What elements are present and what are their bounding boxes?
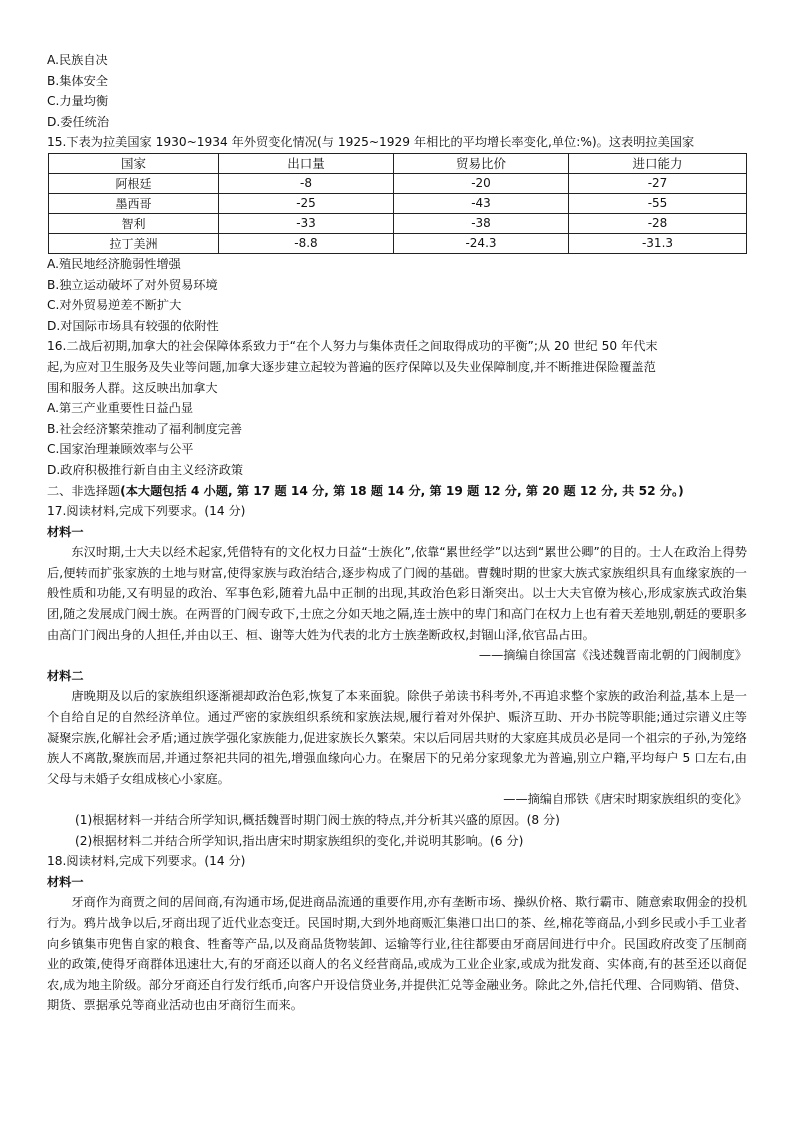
table-row <box>49 173 747 193</box>
q18-material-1-text: 牙商作为商贾之间的居间商,有沟通市场,促进商品流通的重要作用,亦有垄断市场、操纵价格、欺行霸市、随意索取佣金的投机行为。鸦片战争以后,牙商出现了近代业态变迁。民国时期,大到外地商贩汇集港口出口的茶、丝,棉花等商品,小到乡民或小手工业者向乡镇集市兜售自家的粮食、牲畜等产品,以及商品货物装卸、运输等行业,往往都要由牙商居间进行中介。民国政府改变了压制商业的政策,使得牙商群体迅速壮大,有的牙商还以商人的名义经营商品,或成为工业企业家,或成为批发商、实体商,有的甚至还以商促农,成为地主阶级。部分牙商还自行发行纸币,向客户开设信贷业务,并提供汇兑等金融业务。除此之外,信托代理、合同购销、借贷、期货、票据承兑等商业活动也由牙商衍生而来。 <box>47 895 747 1013</box>
table-cell: -28 <box>569 213 747 233</box>
q18-material-1-label: 材料一 <box>47 874 84 889</box>
table-header: 进口能力 <box>569 153 747 173</box>
table-cell: -43 <box>394 193 569 213</box>
q15-option-c: C.对外贸易逆差不断扩大 <box>47 298 182 313</box>
q15-option-d: D.对国际市场具有较强的依附性 <box>47 318 219 333</box>
q16-option-a: A.第三产业重要性日益凸显 <box>47 401 194 416</box>
table-cell: -24.3 <box>394 233 569 253</box>
table-header-row <box>49 153 747 173</box>
q14-options <box>47 50 747 132</box>
table-header: 贸易比价 <box>394 153 569 173</box>
trade-table <box>48 153 747 254</box>
table-cell: -31.3 <box>569 233 747 253</box>
q14-option-a: A.民族自决 <box>47 53 108 67</box>
table-cell: 墨西哥 <box>49 193 219 213</box>
q17-stem: 17.阅读材料,完成下列要求。(14 分) <box>47 504 246 519</box>
table-cell: -38 <box>394 213 569 233</box>
q16-stem-line: 围和服务人群。这反映出加拿大 <box>47 380 218 395</box>
table-cell: -33 <box>219 213 394 233</box>
q17-material-2-label: 材料二 <box>47 668 84 683</box>
table-row <box>49 213 747 233</box>
q17-material-2-source: ——摘编自邢铁《唐宋时期家族组织的变化》 <box>503 792 747 807</box>
q15-options <box>47 254 747 336</box>
q16-option-c: C.国家治理兼顾效率与公平 <box>47 442 194 457</box>
q14-option-d: D.委任统治 <box>47 114 110 129</box>
q17-material-1-label: 材料一 <box>47 524 84 539</box>
q15-option-b: B.独立运动破坏了对外贸易环境 <box>47 277 218 292</box>
section-heading <box>47 481 747 502</box>
q16-stem-line: 16.二战后初期,加拿大的社会保障体系致力于“在个人努力与集体责任之间取得成功的平衡”;从 20 世纪 50 年代末 <box>47 339 658 354</box>
table-cell: -8 <box>219 173 394 193</box>
table-cell: 阿根廷 <box>49 173 219 193</box>
table-cell: -27 <box>569 173 747 193</box>
table-cell: 拉丁美洲 <box>49 233 219 253</box>
section-note: (本大题包括 4 小题, 第 17 题 14 分, 第 18 题 14 分, 第 19 题 12 分, 第 20 题 12 分, 共 52 分。) <box>120 483 684 498</box>
q16-stem <box>47 336 747 398</box>
q17-material-1-text: 东汉时期,士大夫以经术起家,凭借特有的文化权力日益“士族化”,依靠“累世经学”以达到“累世公卿”的目的。士人在政治上得势后,便转而扩张家族的土地与财富,使得家族与政治结合,逐步构成了门阀的基础。曹魏时期的世家大族式家族组织具有血缘家族的一般性质和功能,又有明显的政治、军事色彩,随着九品中正制的出现,其政治色彩日渐突出。以士大夫官僚为核心,形成家族式政治集团,随之发展成门阀士族。在两晋的门阀专政下,士庶之分如天地之隔,连士族中的卑门和高门在权力上也有着天差地别,朝廷的要职多由高门门阀出身的人担任,并由以王、桓、谢等大姓为代表的北方士族垄断政权,封锢山泽,依官品占田。 <box>47 545 747 642</box>
q15-option-a: A.殖民地经济脆弱性增强 <box>47 256 181 271</box>
q16-option-b: B.社会经济繁荣推动了福利制度完善 <box>47 421 243 436</box>
q15-stem: 15.下表为拉美国家 1930~1934 年外贸变化情况(与 1925~1929 年相比的平均增长率变化,单位:%)。这表明拉美国家 <box>47 135 695 150</box>
q16-stem-line: 起,为应对卫生服务及失业等问题,加拿大逐步建立起较为普遍的医疗保障以及失业保障制度,并不断推进保险覆盖范 <box>47 359 656 374</box>
section-title: 二、非选择题 <box>47 483 121 498</box>
table-header: 国家 <box>49 153 219 173</box>
table-cell: -8.8 <box>219 233 394 253</box>
table-cell: -55 <box>569 193 747 213</box>
table-cell: 智利 <box>49 213 219 233</box>
q17-material-1-source: ——摘编自徐国富《浅述魏晋南北朝的门阀制度》 <box>478 648 747 663</box>
q14-option-b: B.集体安全 <box>47 73 108 88</box>
q17-requirement-1: (1)根据材料一并结合所学知识,概括魏晋时期门阀士族的特点,并分析其兴盛的原因。(8 分) <box>75 813 560 827</box>
q14-option-c: C.力量均衡 <box>47 94 109 109</box>
q17-material-2-text: 唐晚期及以后的家族组织逐渐褪却政治色彩,恢复了本来面貌。除供子弟读书科考外,不再追求整个家族的政治利益,基本上是一个自给自足的自然经济单位。通过严密的家族组织系统和家族法规,履行着对外保护、赈济互助、开办书院等职能;通过宗谱义庄等凝聚宗族,化解社会矛盾;通过族学强化家族能力,促进家族长久繁荣。宋以后同居共财的大家庭其成员必是同一个祖宗的子孙,为笼络族人不离散,聚族而居,并通过祭祀共同的祖先,增强血缘向心力。在聚居下的兄弟分家现象尤为普遍,别立户籍,平均每户 5 口左右,由父母与未婚子女组成核心小家庭。 <box>47 689 747 786</box>
table-row <box>49 233 747 253</box>
table-row <box>49 193 747 213</box>
q17-requirement-2: (2)根据材料二并结合所学知识,指出唐宋时期家族组织的变化,并说明其影响。(6 分) <box>75 833 524 848</box>
q16-options <box>47 398 747 480</box>
exam-page <box>47 50 747 1016</box>
table-cell: -25 <box>219 193 394 213</box>
table-cell: -20 <box>394 173 569 193</box>
table-header: 出口量 <box>219 153 394 173</box>
q18-stem: 18.阅读材料,完成下列要求。(14 分) <box>47 854 246 869</box>
q16-option-d: D.政府积极推行新自由主义经济政策 <box>47 462 244 477</box>
